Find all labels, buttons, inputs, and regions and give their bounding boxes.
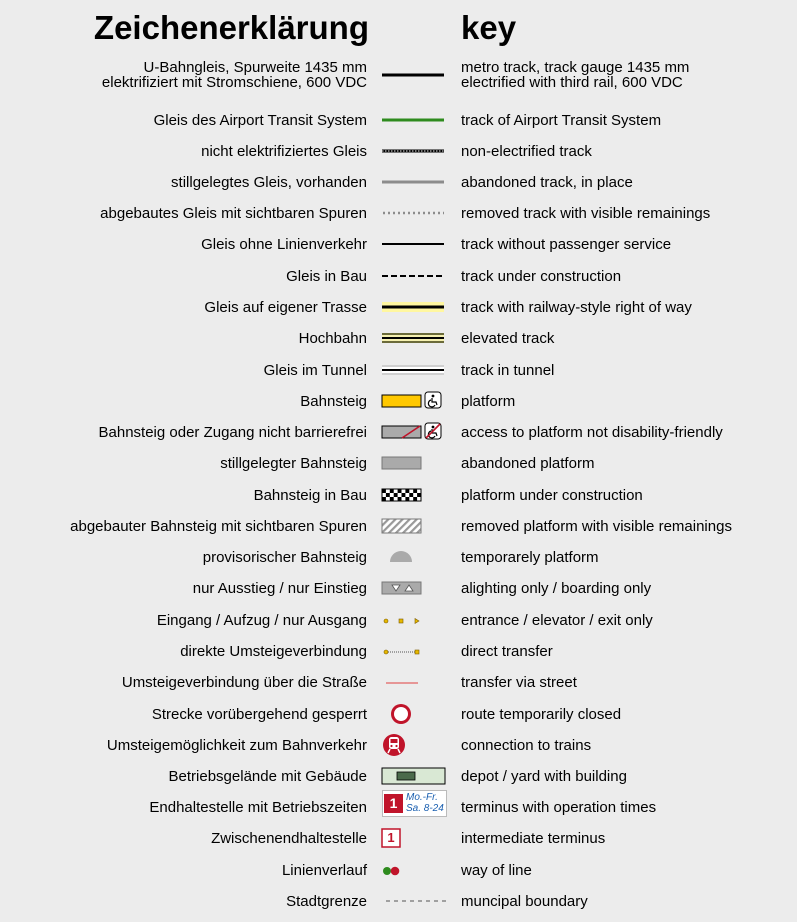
label-german xyxy=(300,387,367,415)
label-german-text: nur Ausstieg / nur Einstieg xyxy=(192,579,367,597)
legend-row xyxy=(0,387,797,415)
legend-row xyxy=(0,199,797,227)
label-german-text: Gleis ohne Linienverkehr xyxy=(201,235,367,253)
platform-icon xyxy=(380,387,448,415)
label-german xyxy=(99,418,368,446)
label-german-text: Umsteigemöglichkeit zum Bahnverkehr xyxy=(106,736,367,754)
legend-row xyxy=(0,637,797,665)
legend-row xyxy=(0,824,797,852)
label-english-text: connection to trains xyxy=(461,736,592,754)
construction-platform-icon xyxy=(380,481,448,509)
label-german-text: direkte Umsteigeverbindung xyxy=(180,642,367,660)
municipal-boundary-line xyxy=(380,887,448,915)
label-german xyxy=(152,700,367,728)
label-english-text: temporarely platform xyxy=(461,548,599,566)
legend-row xyxy=(0,356,797,384)
temporary-platform-icon xyxy=(380,543,448,571)
label-english-text: removed platform with visible remainings xyxy=(461,517,732,535)
label-german xyxy=(299,324,367,352)
legend-row xyxy=(0,700,797,728)
legend-row xyxy=(0,449,797,477)
legend-symbol xyxy=(380,762,448,790)
label-german xyxy=(70,512,367,540)
label-german-text: nicht elektrifiziertes Gleis xyxy=(201,142,367,160)
airport-track-line xyxy=(380,106,448,134)
legend-row xyxy=(0,293,797,321)
legend-symbol xyxy=(380,481,448,509)
legend-symbol xyxy=(380,512,448,540)
line-number-badge: 1 xyxy=(384,794,403,813)
legend-row xyxy=(0,856,797,884)
legend-symbol xyxy=(380,418,448,446)
label-german xyxy=(286,262,367,290)
label-english-text: platform under construction xyxy=(461,486,643,504)
label-english-text: abandoned track, in place xyxy=(461,173,633,191)
line-number-badge: 1 xyxy=(387,830,395,845)
label-english xyxy=(461,449,594,477)
legend-row xyxy=(0,137,797,165)
label-german xyxy=(107,731,367,759)
operation-times-saturday: Sa. 8-24 xyxy=(406,803,444,814)
label-english-text: track under construction xyxy=(461,267,622,285)
label-german xyxy=(254,481,367,509)
legend-symbol xyxy=(380,449,448,477)
label-german xyxy=(204,293,367,321)
label-german xyxy=(154,106,367,134)
legend-row xyxy=(0,731,797,759)
label-english-text: terminus with operation times xyxy=(461,798,657,816)
legend-row xyxy=(0,668,797,696)
label-german-text: Umsteigeverbindung über die Straße xyxy=(121,673,367,691)
label-english-text: depot / yard with building xyxy=(461,767,627,785)
label-german xyxy=(102,61,367,89)
label-english-text: way of line xyxy=(461,861,532,879)
legend-symbol xyxy=(380,387,448,415)
alighting-boarding-icon xyxy=(380,574,448,602)
legend-symbol xyxy=(380,106,448,134)
legend-row xyxy=(0,61,797,89)
abandoned-track-line xyxy=(380,168,448,196)
label-english xyxy=(461,230,671,258)
label-german-text: Zwischenendhaltestelle xyxy=(211,829,367,847)
label-english-text: intermediate terminus xyxy=(461,829,606,847)
legend-symbol xyxy=(380,262,448,290)
label-german xyxy=(264,356,367,384)
legend-symbol xyxy=(380,137,448,165)
label-english xyxy=(461,61,689,89)
terminus-times-icon xyxy=(382,790,447,817)
label-german-text: abgebauter Bahnsteig mit sichtbaren Spuren xyxy=(70,517,367,535)
label-german-text: Gleis in Bau xyxy=(286,267,367,285)
legend-symbol xyxy=(380,887,448,915)
label-english-text: platform xyxy=(461,392,516,410)
legend-symbol xyxy=(380,856,448,884)
removed-platform-icon xyxy=(380,512,448,540)
label-english xyxy=(461,856,532,884)
label-english-text: access to platform not disability-friendly xyxy=(461,423,723,441)
label-german-text: U-Bahngleis, Spurweite 1435 mm xyxy=(143,59,367,76)
label-german xyxy=(193,574,367,602)
label-english-text: non-electrified track xyxy=(461,142,592,160)
legend-symbol xyxy=(380,574,448,602)
label-german xyxy=(180,637,367,665)
label-german-text-line2: elektrifiziert mit Stromschiene, 600 VDC xyxy=(101,74,367,91)
label-english xyxy=(461,168,633,196)
label-english-text: track with railway-style right of way xyxy=(461,298,692,316)
legend-row xyxy=(0,543,797,571)
label-english-text: route temporarily closed xyxy=(461,705,622,723)
direct-transfer-icon xyxy=(380,637,448,665)
legend-row xyxy=(0,324,797,352)
entrance-elevator-exit-icon xyxy=(380,606,448,634)
removed-track-line xyxy=(380,199,448,227)
legend-symbol xyxy=(380,356,448,384)
legend-row xyxy=(0,106,797,134)
label-german xyxy=(169,762,367,790)
label-german xyxy=(171,168,367,196)
label-german-text: stillgelegtes Gleis, vorhanden xyxy=(171,173,367,191)
not-accessible-platform-icon xyxy=(380,418,448,446)
label-german xyxy=(211,824,367,852)
legend-row xyxy=(0,512,797,540)
label-english-text: entrance / elevator / exit only xyxy=(461,611,653,629)
label-english-text: elevated track xyxy=(461,329,555,347)
label-english xyxy=(461,700,621,728)
label-english xyxy=(461,824,605,852)
label-english xyxy=(461,356,554,384)
legend-row xyxy=(0,762,797,790)
legend-symbol xyxy=(380,293,448,321)
label-english xyxy=(461,668,577,696)
label-german-text: Eingang / Aufzug / nur Ausgang xyxy=(156,611,367,629)
label-english-text: track of Airport Transit System xyxy=(461,111,662,129)
label-english xyxy=(461,543,599,571)
label-german-text: Gleis des Airport Transit System xyxy=(153,111,367,129)
label-german-text: Bahnsteig oder Zugang nicht barrierefrei xyxy=(98,423,367,441)
label-german-text: provisorischer Bahnsteig xyxy=(202,548,367,566)
label-english xyxy=(461,731,591,759)
label-german xyxy=(157,606,367,634)
label-german-text: Gleis im Tunnel xyxy=(263,361,367,379)
legend-symbol xyxy=(380,230,448,258)
label-english xyxy=(461,324,554,352)
label-german xyxy=(122,668,367,696)
legend-row xyxy=(0,574,797,602)
operation-times-weekday: Mo.-Fr. xyxy=(406,792,438,803)
legend-row xyxy=(0,262,797,290)
train-connection-icon xyxy=(380,731,448,759)
label-german xyxy=(201,137,367,165)
label-german xyxy=(100,199,367,227)
label-english-text: direct transfer xyxy=(461,642,553,660)
label-english-text: track without passenger service xyxy=(461,235,672,253)
legend-row xyxy=(0,230,797,258)
label-english-text: metro track, track gauge 1435 mm xyxy=(461,59,690,76)
title-english: key xyxy=(461,9,517,46)
label-german-text: stillgelegter Bahnsteig xyxy=(220,454,367,472)
abandoned-platform-icon xyxy=(380,449,448,477)
label-german-text: Endhaltestelle mit Betriebszeiten xyxy=(149,798,367,816)
label-english-text: removed track with visible remainings xyxy=(461,204,711,222)
label-german xyxy=(201,230,367,258)
tunnel-track-line xyxy=(380,356,448,384)
legend-symbol xyxy=(380,824,448,852)
label-english-text-line2: electrified with third rail, 600 VDC xyxy=(461,74,683,91)
label-english xyxy=(461,106,661,134)
label-german-text: abgebautes Gleis mit sichtbaren Spuren xyxy=(100,204,367,222)
label-english xyxy=(461,606,653,634)
legend-symbol xyxy=(380,324,448,352)
label-english xyxy=(461,887,588,915)
label-english-text: track in tunnel xyxy=(461,361,555,379)
legend-symbol xyxy=(380,543,448,571)
depot-icon xyxy=(380,762,448,790)
label-german xyxy=(149,793,367,821)
label-english xyxy=(461,793,656,821)
label-german-text: Gleis auf eigener Trasse xyxy=(204,298,367,316)
legend-symbol xyxy=(380,61,448,89)
legend-row xyxy=(0,887,797,915)
legend-symbol xyxy=(380,731,448,759)
label-german-text: Strecke vorübergehend gesperrt xyxy=(151,705,367,723)
label-german xyxy=(220,449,367,477)
legend-symbol xyxy=(380,606,448,634)
construction-track-line xyxy=(380,262,448,290)
label-english xyxy=(461,137,592,165)
non-electrified-track-line xyxy=(380,137,448,165)
label-english-text: abandoned platform xyxy=(461,454,595,472)
label-german xyxy=(203,543,367,571)
label-english xyxy=(461,637,553,665)
label-german-text: Bahnsteig xyxy=(300,392,367,410)
label-english xyxy=(461,262,621,290)
legend-symbol xyxy=(380,668,448,696)
label-german-text: Linienverlauf xyxy=(281,861,367,879)
label-german-text: Betriebsgelände mit Gebäude xyxy=(168,767,367,785)
legend-symbol xyxy=(380,793,448,821)
label-english xyxy=(461,574,651,602)
label-english xyxy=(461,199,710,227)
metro-track-line xyxy=(380,61,448,89)
route-closed-icon xyxy=(380,700,448,728)
no-service-track-line xyxy=(380,230,448,258)
legend-row xyxy=(0,481,797,509)
legend-symbol xyxy=(380,700,448,728)
label-english xyxy=(461,512,732,540)
label-german xyxy=(282,856,367,884)
way-of-line-icon xyxy=(380,856,448,884)
label-english xyxy=(461,293,692,321)
label-german-text: Bahnsteig in Bau xyxy=(253,486,367,504)
label-english xyxy=(461,387,515,415)
legend-symbol xyxy=(380,168,448,196)
legend-row xyxy=(0,168,797,196)
legend-symbol xyxy=(380,199,448,227)
label-german-text: Hochbahn xyxy=(298,329,367,347)
legend-symbol xyxy=(380,637,448,665)
label-english xyxy=(461,418,723,446)
legend-row xyxy=(0,793,797,821)
label-english xyxy=(461,762,627,790)
legend-row xyxy=(0,606,797,634)
title-german: Zeichenerklärung xyxy=(93,9,369,46)
label-german-text: Stadtgrenze xyxy=(286,892,367,910)
label-english-text: transfer via street xyxy=(461,673,577,691)
label-german xyxy=(286,887,367,915)
label-english-text: alighting only / boarding only xyxy=(461,579,652,597)
own-right-of-way-line xyxy=(380,293,448,321)
label-english xyxy=(461,481,643,509)
elevated-track-line xyxy=(380,324,448,352)
label-english-text: muncipal boundary xyxy=(461,892,588,910)
legend-row xyxy=(0,418,797,446)
street-transfer-icon xyxy=(380,668,448,696)
